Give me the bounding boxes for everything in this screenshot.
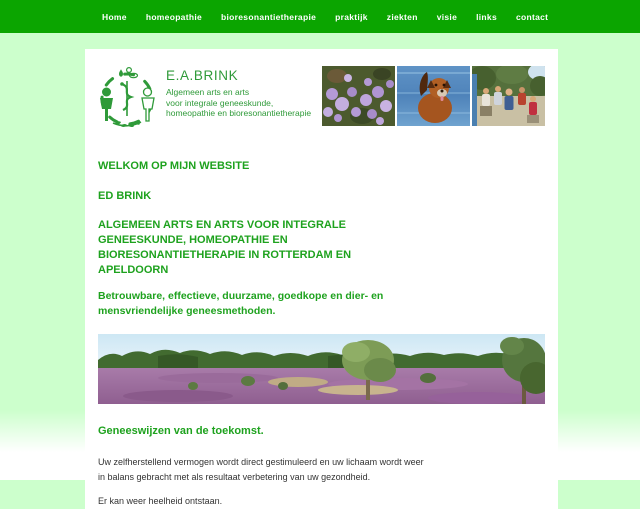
intro-paragraph: Uw zelfherstellend vermogen wordt direct gestimuleerd en uw lichaam wordt weer in balans gebracht met als resultaat verbetering van uw gezondheid. bbox=[98, 457, 424, 482]
heather-landscape-photo bbox=[98, 334, 545, 404]
logo-subtitle: Algemeen arts en arts voor integrale geneeskunde, homeopathie en bioresonantietherapie bbox=[166, 87, 312, 118]
name-heading: ED BRINK bbox=[98, 190, 152, 202]
content-panel bbox=[85, 49, 558, 509]
site-logo bbox=[98, 66, 311, 135]
page-header bbox=[98, 49, 545, 135]
tagline: Betrouwbare, effectieve, duurzame, goedkope en dier- en mensvriendelijke geneesmethoden. bbox=[98, 290, 384, 317]
dog-at-water-photo bbox=[397, 66, 470, 126]
welcome-heading: WELKOM OP MIJN WEBSITE bbox=[98, 160, 250, 172]
logo-text bbox=[166, 66, 311, 135]
logo-title: E.A.BRINK bbox=[166, 68, 239, 83]
nav-item-homeopathie[interactable]: homeopathie bbox=[145, 11, 203, 22]
nav-item-bioresonantietherapie[interactable]: bioresonantietherapie bbox=[221, 11, 317, 22]
nav-item-home[interactable]: Home bbox=[102, 11, 127, 22]
group-of-people-photo bbox=[472, 66, 545, 126]
nav-item-praktijk[interactable]: praktijk bbox=[335, 11, 368, 22]
closing-line: Er kan weer heelheid ontstaan. bbox=[98, 496, 223, 506]
nav-item-visie[interactable]: visie bbox=[436, 11, 458, 22]
top-navigation bbox=[0, 0, 640, 33]
caduceus-emblem-icon bbox=[98, 66, 156, 135]
header-photo-strip bbox=[322, 66, 545, 126]
nav-item-ziekten[interactable]: ziekten bbox=[386, 11, 418, 22]
nav-item-contact[interactable]: contact bbox=[515, 11, 549, 22]
purple-flowers-photo bbox=[322, 66, 395, 126]
practice-title-heading: ALGEMEEN ARTS EN ARTS VOOR INTEGRALE GENEESKUNDE, HOMEOPATHIE EN BIORESONANTIETHERAPIE IN ROTTERDAM EN APELDOORN bbox=[98, 219, 352, 276]
nav-item-links[interactable]: links bbox=[476, 11, 497, 22]
section-heading: Geneeswijzen van de toekomst. bbox=[98, 425, 264, 437]
